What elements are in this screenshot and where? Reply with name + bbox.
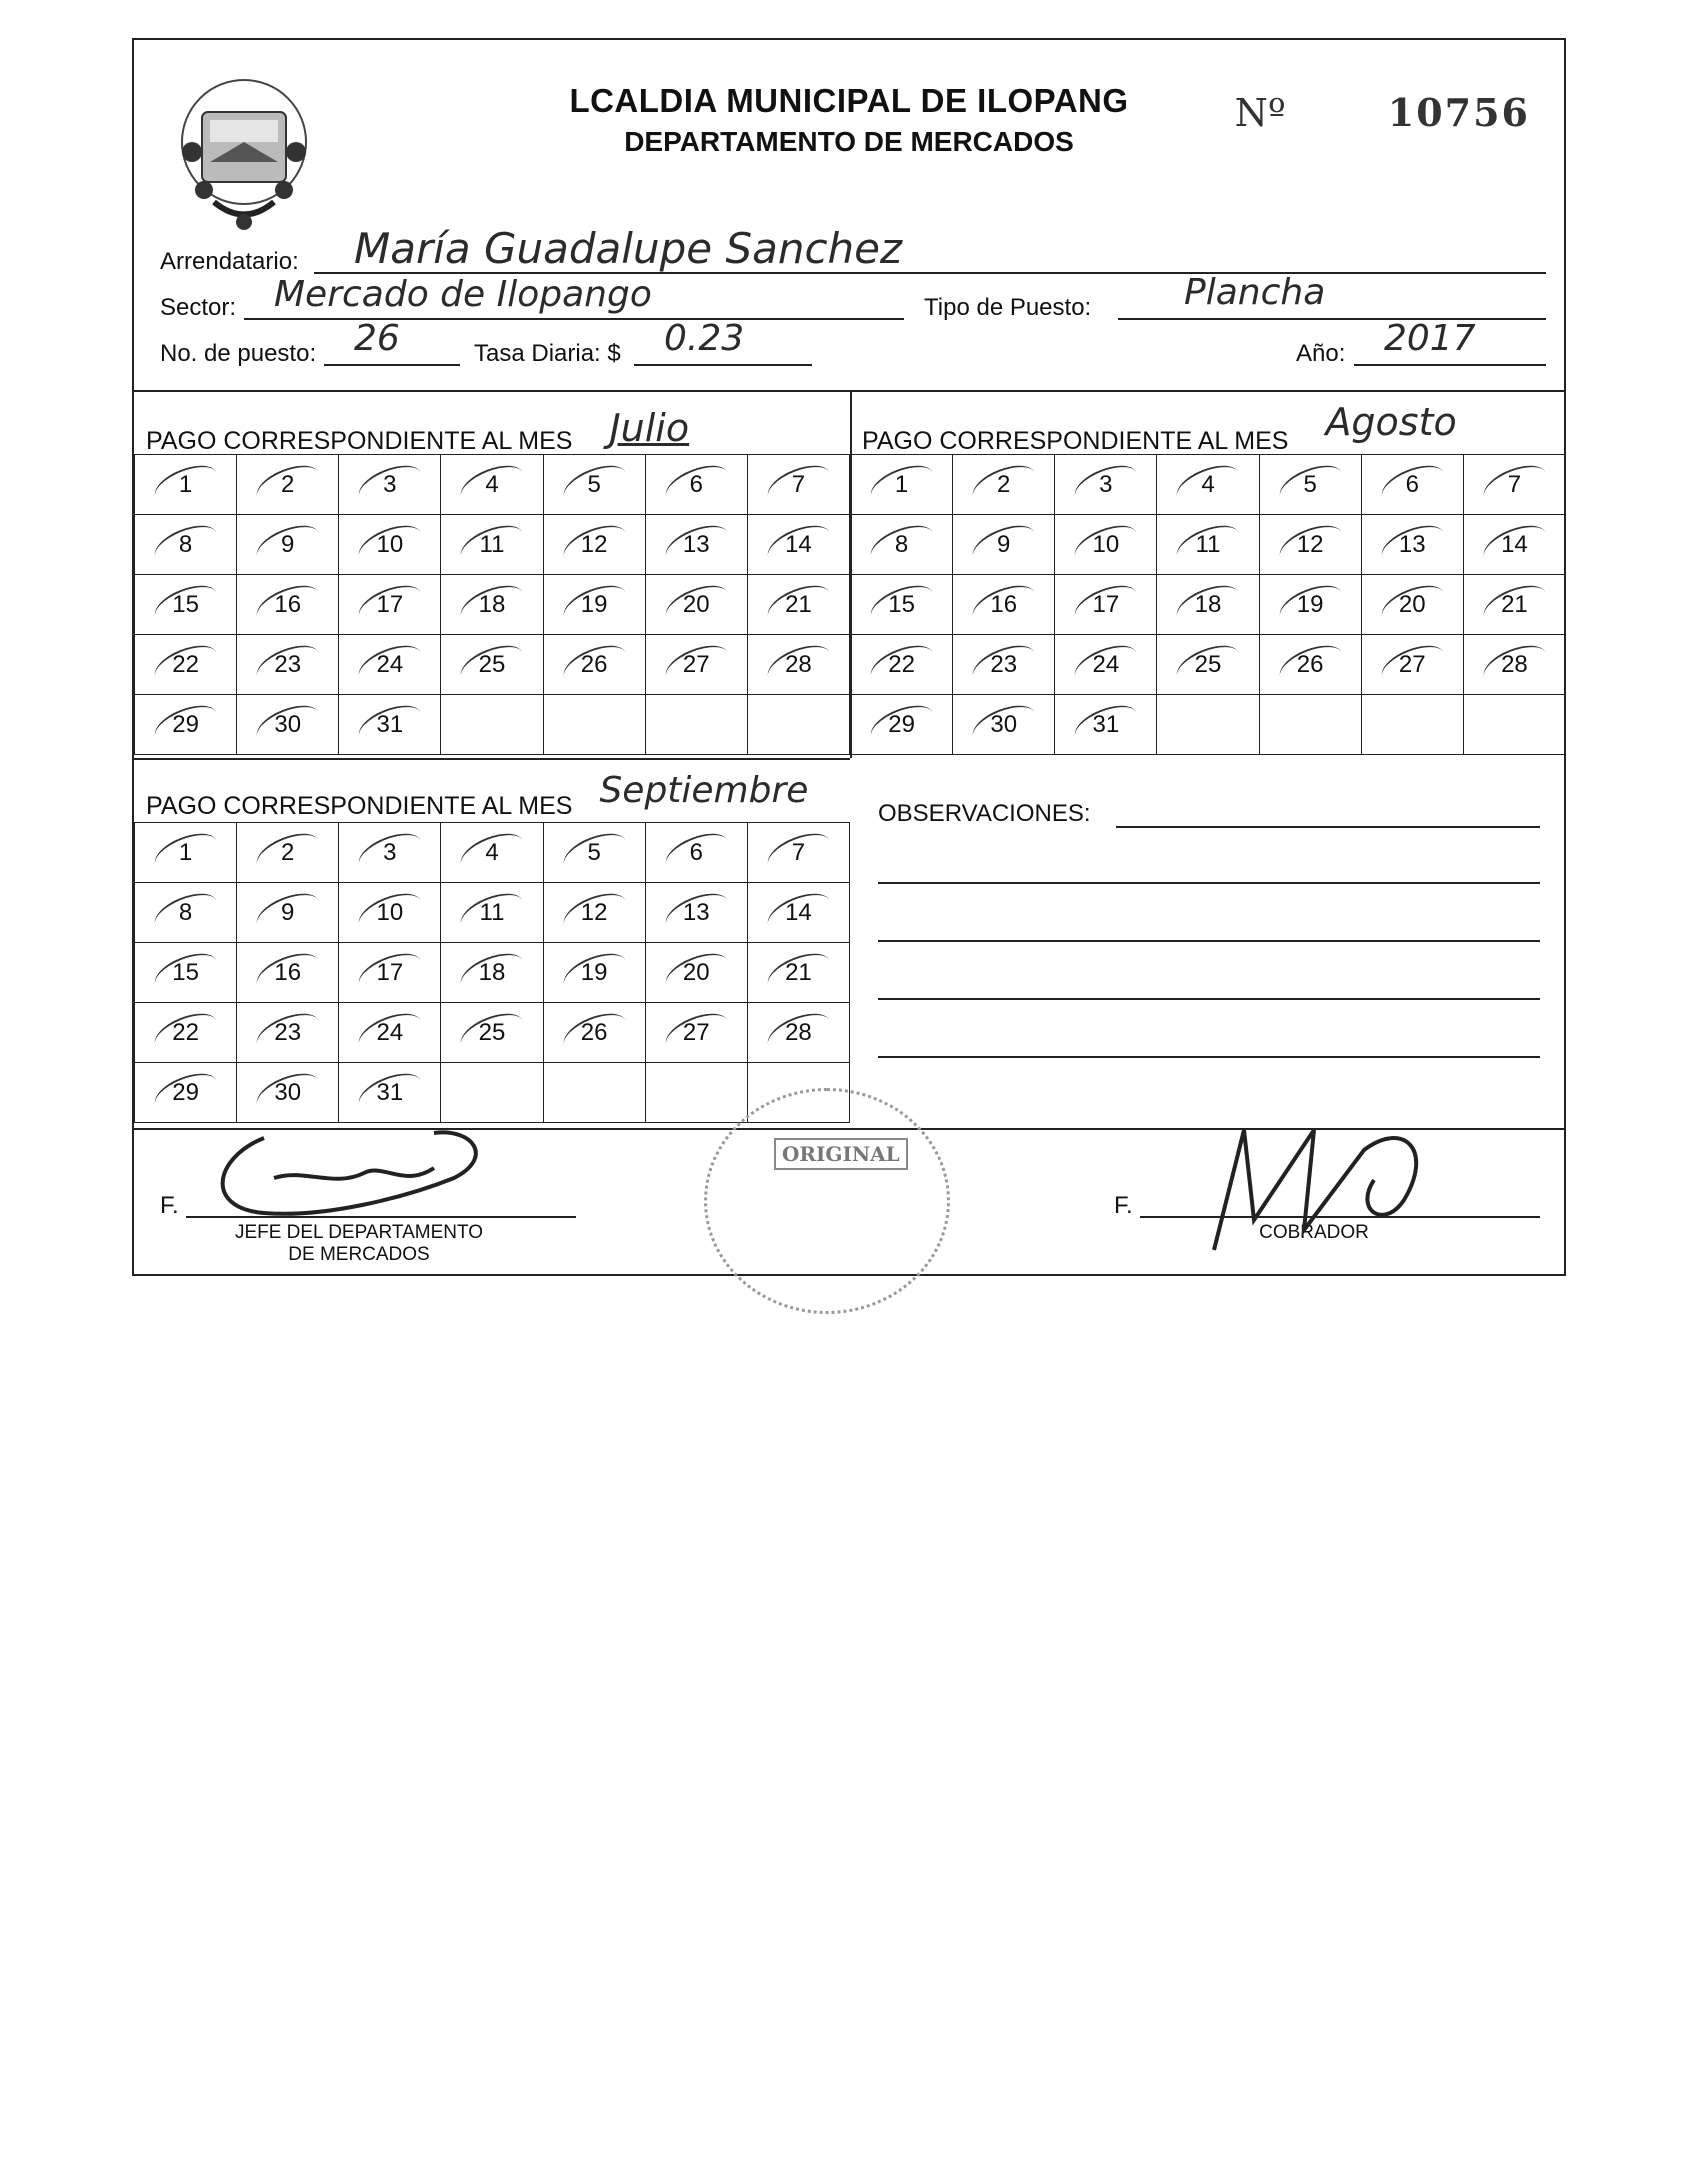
form-header [134, 40, 1564, 390]
day-number: 29 [888, 710, 915, 738]
day-number: 5 [587, 838, 601, 866]
day-cell [1055, 695, 1157, 755]
day-cell [747, 1003, 849, 1063]
day-cell [747, 455, 849, 515]
anio-value: 2017 [1384, 318, 1476, 359]
day-number: 9 [997, 530, 1011, 558]
day-number: 27 [1398, 650, 1426, 678]
day-cell [135, 883, 237, 943]
day-cell [339, 695, 441, 755]
grid-row [135, 575, 850, 635]
day-cell [953, 575, 1055, 635]
day-number: 18 [478, 958, 506, 986]
month-label: PAGO CORRESPONDIENTE AL MES Septiembre [146, 770, 809, 820]
day-cell [851, 635, 953, 695]
day-cell [543, 823, 645, 883]
day-number: 16 [990, 590, 1018, 618]
day-cell [645, 575, 747, 635]
form-number [1235, 90, 1530, 135]
empty-cell [1259, 695, 1361, 755]
day-number: 26 [580, 1018, 608, 1046]
day-cell [1259, 575, 1361, 635]
day-number: 14 [1501, 530, 1528, 558]
day-cell [1055, 455, 1157, 515]
day-cell [135, 635, 237, 695]
form-subtitle: DEPARTAMENTO DE MERCADOS [624, 126, 1074, 157]
day-number: 7 [791, 838, 806, 866]
grid-row [851, 455, 1566, 515]
day-cell [953, 455, 1055, 515]
obs-line-5 [878, 1056, 1540, 1058]
day-cell [747, 575, 849, 635]
day-cell [1055, 575, 1157, 635]
day-number: 5 [587, 470, 601, 498]
day-cell [851, 575, 953, 635]
grid-row [851, 575, 1566, 635]
day-cell [237, 455, 339, 515]
day-number: 10 [376, 898, 404, 926]
day-cell [1463, 515, 1565, 575]
day-cell [1361, 455, 1463, 515]
number-label: Nº [1234, 91, 1286, 135]
day-number: 2 [281, 838, 295, 866]
day-cell [1259, 455, 1361, 515]
day-number: 1 [178, 470, 193, 498]
day-cell [237, 823, 339, 883]
number-value: 10756 [1387, 90, 1530, 135]
day-number: 31 [376, 710, 404, 738]
day-number: 22 [172, 1018, 199, 1046]
day-number: 23 [274, 1018, 302, 1046]
day-cell [543, 515, 645, 575]
day-number: 22 [888, 650, 915, 678]
grid-row [135, 883, 850, 943]
day-number: 6 [689, 838, 703, 866]
day-number: 5 [1303, 470, 1317, 498]
day-cell [1463, 575, 1565, 635]
puesto-line [324, 364, 460, 366]
day-number: 31 [376, 1078, 404, 1106]
day-number: 8 [894, 530, 909, 558]
day-cell [237, 635, 339, 695]
day-number: 3 [1099, 470, 1113, 498]
day-number: 19 [580, 590, 608, 618]
day-cell [543, 883, 645, 943]
empty-cell [1361, 695, 1463, 755]
grid-row [135, 1063, 850, 1123]
month-value: Septiembre [599, 770, 809, 811]
day-number: 15 [172, 958, 199, 986]
day-number: 28 [1501, 650, 1528, 678]
day-number: 6 [1405, 470, 1419, 498]
day-number: 25 [478, 1018, 506, 1046]
day-number: 23 [274, 650, 302, 678]
day-number: 11 [479, 898, 505, 926]
day-number: 17 [376, 958, 404, 986]
day-number: 6 [689, 470, 703, 498]
right-sign-prefix: F. [1114, 1192, 1133, 1219]
day-number: 15 [172, 590, 199, 618]
day-number: 2 [997, 470, 1011, 498]
days-grid-julio [134, 454, 850, 755]
day-number: 13 [682, 530, 710, 558]
day-number: 16 [274, 958, 302, 986]
day-number: 27 [682, 650, 710, 678]
day-cell [339, 823, 441, 883]
day-number: 12 [1296, 530, 1324, 558]
arrendatario-label: Arrendatario: [160, 248, 299, 275]
day-number: 2 [281, 470, 295, 498]
day-number: 18 [478, 590, 506, 618]
day-cell [543, 943, 645, 1003]
empty-cell [441, 695, 543, 755]
day-cell [645, 823, 747, 883]
day-number: 11 [479, 530, 505, 558]
day-number: 1 [894, 470, 909, 498]
month-label: PAGO CORRESPONDIENTE AL MES Julio [146, 406, 690, 455]
day-cell [953, 635, 1055, 695]
day-cell [237, 1063, 339, 1123]
month-label: PAGO CORRESPONDIENTE AL MES Agosto [862, 400, 1457, 455]
anio-line [1354, 364, 1546, 366]
day-cell [1259, 515, 1361, 575]
day-cell [135, 823, 237, 883]
day-number: 14 [785, 898, 812, 926]
grid-row [851, 635, 1566, 695]
tasa-value: 0.23 [664, 318, 745, 359]
day-cell [135, 1003, 237, 1063]
day-cell [747, 943, 849, 1003]
month-value: Agosto [1325, 400, 1457, 444]
day-cell [441, 575, 543, 635]
day-cell [645, 1003, 747, 1063]
day-number: 1 [178, 838, 193, 866]
grid-row [135, 515, 850, 575]
day-cell [237, 695, 339, 755]
day-cell [1361, 575, 1463, 635]
jefe-signature-icon [204, 1118, 504, 1238]
day-cell [953, 515, 1055, 575]
day-number: 17 [376, 590, 404, 618]
day-cell [339, 575, 441, 635]
month-divider [850, 390, 852, 758]
month-block-julio [134, 390, 850, 758]
day-cell [1157, 515, 1259, 575]
day-number: 28 [785, 1018, 812, 1046]
day-cell [339, 635, 441, 695]
day-number: 7 [1507, 470, 1522, 498]
day-cell [543, 455, 645, 515]
day-number: 24 [1092, 650, 1120, 678]
day-cell [1157, 455, 1259, 515]
days-grid-agosto [850, 454, 1566, 755]
day-number: 21 [785, 958, 812, 986]
day-cell [339, 883, 441, 943]
day-cell [135, 943, 237, 1003]
grid-row [135, 943, 850, 1003]
day-cell [1157, 635, 1259, 695]
day-cell [1259, 635, 1361, 695]
empty-cell [1157, 695, 1259, 755]
form-title: LCALDIA MUNICIPAL DE ILOPANG [569, 82, 1129, 119]
tasa-line [634, 364, 812, 366]
day-number: 3 [383, 838, 397, 866]
day-cell [1361, 515, 1463, 575]
day-number: 4 [1201, 470, 1215, 498]
day-number: 25 [478, 650, 506, 678]
day-number: 10 [1092, 530, 1120, 558]
left-sign-prefix: F. [160, 1192, 179, 1219]
day-cell [1055, 515, 1157, 575]
right-sign-title: COBRADOR [1259, 1222, 1369, 1243]
day-number: 30 [274, 710, 302, 738]
day-cell [747, 515, 849, 575]
day-number: 22 [172, 650, 199, 678]
day-number: 7 [791, 470, 806, 498]
empty-cell [441, 1063, 543, 1123]
day-number: 14 [785, 530, 812, 558]
day-number: 21 [785, 590, 812, 618]
day-cell [339, 1063, 441, 1123]
sector-line [244, 318, 904, 320]
day-number: 24 [376, 1018, 404, 1046]
obs-line-4 [878, 998, 1540, 1000]
official-stamp-icon [704, 1088, 950, 1314]
day-cell [441, 883, 543, 943]
puesto-value: 26 [354, 318, 400, 359]
day-number: 21 [1501, 590, 1528, 618]
day-cell [1463, 635, 1565, 695]
day-cell [135, 1063, 237, 1123]
day-number: 9 [281, 898, 295, 926]
day-cell [1055, 635, 1157, 695]
grid-row [135, 455, 850, 515]
day-number: 3 [383, 470, 397, 498]
day-cell [339, 1003, 441, 1063]
grid-row [851, 695, 1566, 755]
day-number: 30 [990, 710, 1018, 738]
day-number: 13 [1398, 530, 1426, 558]
day-cell [339, 943, 441, 1003]
day-number: 20 [682, 590, 710, 618]
day-cell [645, 455, 747, 515]
day-cell [237, 515, 339, 575]
day-cell [339, 455, 441, 515]
day-number: 8 [178, 530, 193, 558]
empty-cell [645, 695, 747, 755]
tipo-puesto-value: Plancha [1184, 272, 1326, 313]
empty-cell [543, 695, 645, 755]
grid-row [851, 515, 1566, 575]
day-cell [441, 943, 543, 1003]
grid-row [135, 635, 850, 695]
day-number: 19 [580, 958, 608, 986]
month-block-agosto [850, 390, 1566, 758]
day-number: 4 [485, 470, 499, 498]
day-number: 23 [990, 650, 1018, 678]
day-cell [543, 1003, 645, 1063]
day-cell [851, 455, 953, 515]
obs-line-2 [878, 882, 1540, 884]
month-value: Julio [609, 406, 690, 450]
day-number: 31 [1092, 710, 1120, 738]
day-number: 26 [1296, 650, 1324, 678]
tipo-puesto-line [1118, 318, 1546, 320]
day-number: 28 [785, 650, 812, 678]
day-cell [135, 515, 237, 575]
day-number: 26 [580, 650, 608, 678]
day-cell [441, 823, 543, 883]
day-cell [645, 635, 747, 695]
day-number: 19 [1296, 590, 1324, 618]
grid-row [135, 695, 850, 755]
day-cell [953, 695, 1055, 755]
day-cell [543, 635, 645, 695]
day-cell [237, 943, 339, 1003]
left-sign-title: JEFE DEL DEPARTAMENTO DE MERCADOS [234, 1222, 484, 1265]
day-cell [135, 575, 237, 635]
cobrador-signature-icon [1204, 1110, 1444, 1260]
day-number: 11 [1195, 530, 1221, 558]
day-number: 24 [376, 650, 404, 678]
day-cell [237, 1003, 339, 1063]
day-cell [135, 455, 237, 515]
obs-line-3 [878, 940, 1540, 942]
day-number: 25 [1194, 650, 1222, 678]
day-number: 12 [580, 898, 608, 926]
day-cell [645, 883, 747, 943]
day-cell [237, 575, 339, 635]
day-cell [645, 515, 747, 575]
day-cell [747, 635, 849, 695]
day-cell [1463, 455, 1565, 515]
tipo-puesto-label: Tipo de Puesto: [924, 294, 1092, 321]
day-number: 8 [178, 898, 193, 926]
empty-cell [1463, 695, 1565, 755]
day-cell [851, 515, 953, 575]
month-block-septiembre [134, 758, 850, 1128]
empty-cell [543, 1063, 645, 1123]
sector-label: Sector: [160, 294, 237, 321]
day-cell [339, 515, 441, 575]
day-number: 13 [682, 898, 710, 926]
day-cell [441, 515, 543, 575]
day-number: 15 [888, 590, 915, 618]
day-cell [747, 883, 849, 943]
stamp-original-text: ORIGINAL [774, 1138, 908, 1170]
day-cell [135, 695, 237, 755]
tasa-label: Tasa Diaria: $ [474, 340, 621, 367]
observaciones-label: OBSERVACIONES: [878, 800, 1091, 827]
day-cell [645, 943, 747, 1003]
days-grid-septiembre [134, 822, 850, 1123]
day-number: 10 [376, 530, 404, 558]
day-cell [1157, 575, 1259, 635]
day-cell [543, 575, 645, 635]
day-cell [441, 455, 543, 515]
day-cell [441, 1003, 543, 1063]
sector-value: Mercado de Ilopango [274, 274, 652, 315]
day-number: 29 [172, 710, 199, 738]
day-number: 12 [580, 530, 608, 558]
day-cell [441, 635, 543, 695]
arrendatario-value: María Guadalupe Sanchez [354, 224, 903, 273]
day-number: 30 [274, 1078, 302, 1106]
day-number: 20 [682, 958, 710, 986]
day-number: 29 [172, 1078, 199, 1106]
day-number: 20 [1398, 590, 1426, 618]
day-number: 17 [1092, 590, 1120, 618]
day-number: 27 [682, 1018, 710, 1046]
grid-row [135, 823, 850, 883]
empty-cell [747, 695, 849, 755]
obs-line-1 [1116, 826, 1540, 828]
day-cell [237, 883, 339, 943]
day-cell [747, 823, 849, 883]
day-cell [851, 695, 953, 755]
day-number: 9 [281, 530, 295, 558]
market-payment-form [132, 38, 1566, 1276]
day-cell [1361, 635, 1463, 695]
puesto-label: No. de puesto: [160, 340, 317, 367]
day-number: 4 [485, 838, 499, 866]
day-number: 16 [274, 590, 302, 618]
anio-label: Año: [1296, 340, 1346, 367]
empty-cell [645, 1063, 747, 1123]
day-number: 18 [1194, 590, 1222, 618]
grid-row [135, 1003, 850, 1063]
